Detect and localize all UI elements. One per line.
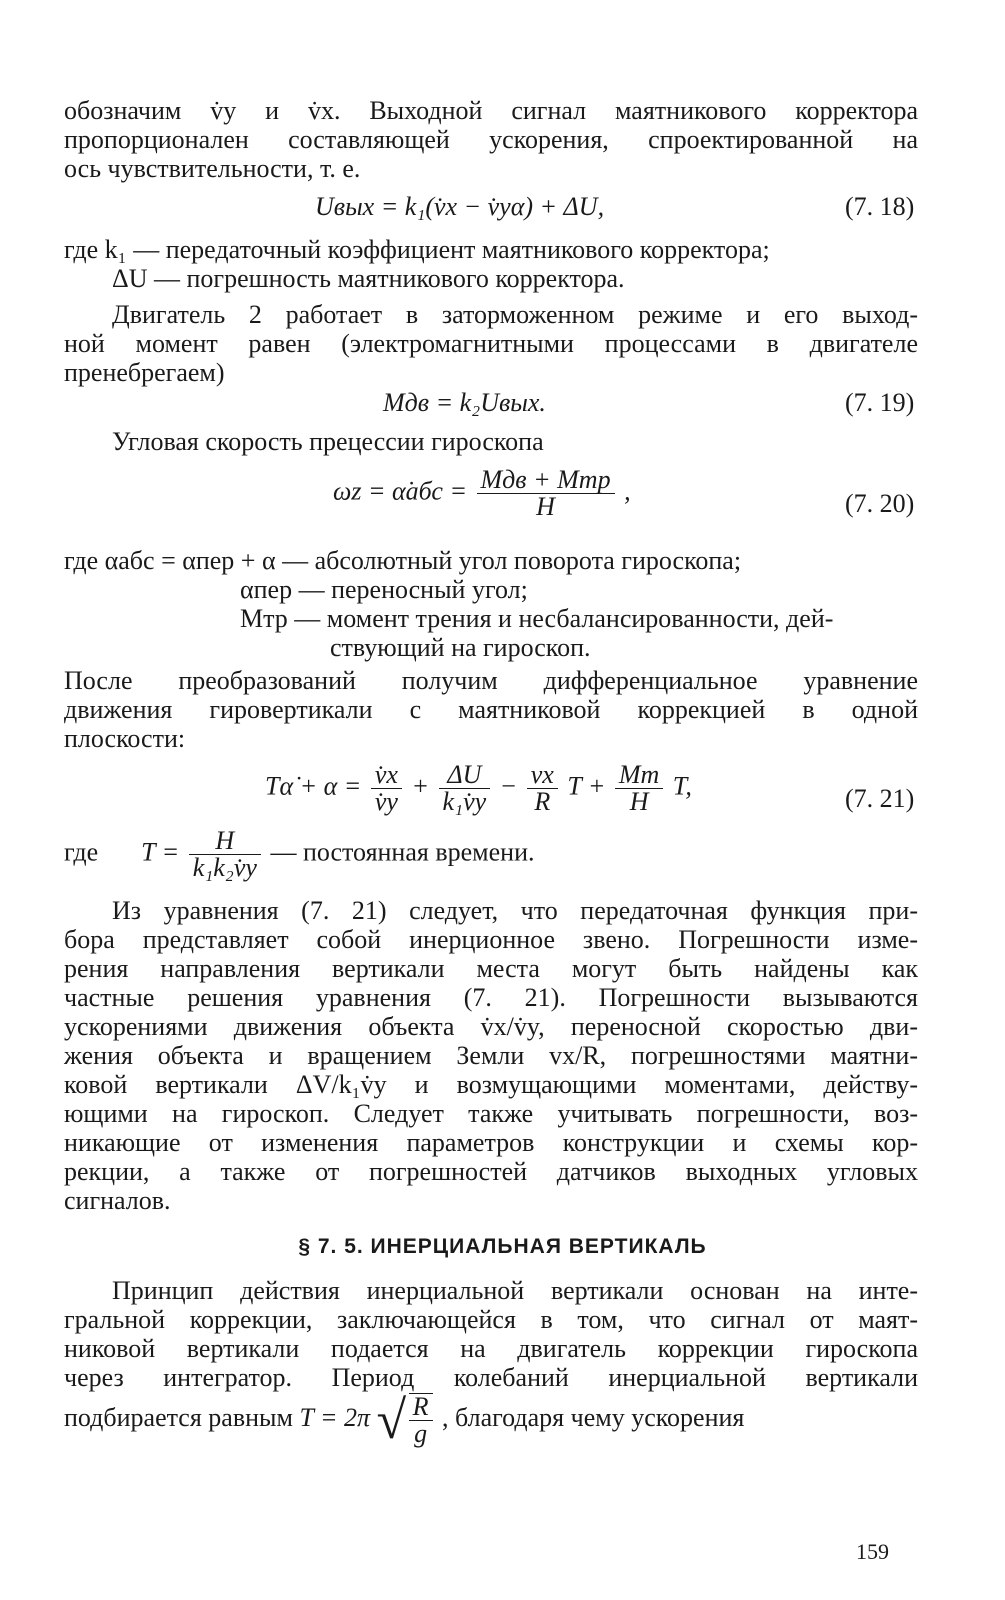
sqrt-sign-icon: √ [376, 1390, 407, 1450]
numerator: Mт [615, 762, 663, 789]
text-line: движения гировертикали с маятниковой коррекцией в одной [64, 695, 918, 724]
text-line: ствующий на гироскоп. [330, 633, 591, 662]
text-line: αпер — переносный угол; [240, 575, 528, 604]
eq-lhs: Tα̇ + α = [265, 771, 362, 801]
text-line: жения объекта и вращением Земли vx/R, погрешностями маятни- [64, 1041, 918, 1070]
text-line: Mтр — момент трения и несбалансированности, дей- [240, 604, 834, 633]
denominator: H [629, 787, 649, 816]
definition-text: — постоянная времени. [270, 837, 535, 867]
text-line: Принцип действия инерциальной вертикали основан на инте- [112, 1276, 918, 1305]
variable: T = [141, 837, 180, 867]
equation-7-20: ωz = α̇абс = $\frac{\text{Mдв + Mтр}}{H}$ , [333, 465, 631, 521]
text-line: Угловая скорость прецессии гироскопа [112, 427, 544, 456]
text-line: плоскости: [64, 724, 186, 753]
equation-number: (7. 19) [845, 388, 915, 417]
numerator: Mдв + Mтр [477, 467, 615, 494]
text-line: ΔU — погрешность маятникового корректора. [112, 264, 625, 293]
denominator: g [414, 1419, 428, 1448]
numerator: ΔU [439, 762, 491, 789]
variable: T = 2π [299, 1402, 371, 1432]
fraction [439, 762, 491, 815]
text-line: никающие от изменения параметров конструкции и схемы кор- [64, 1128, 918, 1157]
fraction [477, 467, 615, 520]
where-word: где [64, 837, 99, 867]
numerator: v̇x [371, 762, 402, 789]
text-line: через интегратор. Период колебаний инерциальной вертикали [64, 1363, 918, 1392]
text-line: рекции, а также от погрешностей датчиков выходных угловых [64, 1157, 918, 1186]
equation-number: (7. 20) [845, 489, 915, 518]
text-line: пренебрегаем) [64, 358, 225, 387]
operator: + [411, 771, 429, 801]
equation-7-19: Mдв = k₂Uвых. [383, 388, 546, 417]
numerator: H [189, 828, 261, 855]
operator: + [587, 771, 606, 801]
equation-7-18: Uвых = k₁(v̇x − v̇yα) + ΔU, [315, 192, 605, 221]
t-definition [64, 828, 535, 881]
equation-number: (7. 18) [845, 192, 915, 221]
fraction [189, 828, 261, 881]
denominator: k₁v̇y [442, 787, 487, 816]
section-heading: § 7. 5. ИНЕРЦИАЛЬНАЯ ВЕРТИКАЛЬ [298, 1235, 707, 1258]
text-line: обозначим v̇y и v̇x. Выходной сигнал маятникового корректора [64, 96, 918, 125]
equation-7-21 [265, 762, 692, 815]
text-line: рения направления вертикали места могут быть найдены как [64, 954, 918, 983]
denominator: R [534, 787, 551, 816]
equation-number: (7. 21) [845, 784, 915, 813]
denominator: H [536, 492, 555, 521]
text-line: ускорениями движения объекта v̇x/v̇y, переносной скоростью дви- [64, 1012, 918, 1041]
text-line: гральной коррекции, заключающейся в том, что сигнал от маят- [64, 1305, 918, 1334]
text-line: ющими на гироскоп. Следует также учитывать погрешности, воз- [64, 1099, 918, 1128]
variable: T, [672, 771, 692, 801]
text-line: где αабс = αпер + α — абсолютный угол поворота гироскопа; [64, 546, 742, 575]
fraction [409, 1393, 433, 1447]
text-line: Двигатель 2 работает в заторможенном режиме и его выход- [112, 300, 918, 329]
fraction [615, 762, 663, 815]
text-line: ось чувствительности, т. е. [64, 154, 361, 183]
text-line: пропорционален составляющей ускорения, спроектированной на [64, 125, 918, 154]
text-line: сигналов. [64, 1186, 171, 1215]
eq-lhs: ωz = α̇абс = [333, 476, 467, 506]
text-line: частные решения уравнения (7. 21). Погрешности вызываются [64, 983, 918, 1012]
fraction [527, 762, 558, 815]
text: , благодаря чему ускорения [442, 1402, 745, 1432]
text: подбирается равным [64, 1402, 293, 1432]
page-number: 159 [856, 1539, 889, 1564]
numerator: vx [527, 762, 558, 789]
text-line: ковой вертикали ΔV/k₁v̇y и возмущающими моментами, действу- [64, 1070, 918, 1099]
text-line: Из уравнения (7. 21) следует, что передаточная функция при- [112, 896, 918, 925]
text-line: ной момент равен (электромагнитными процессами в двигателе [64, 329, 918, 358]
variable: T [567, 771, 582, 801]
operator: − [499, 771, 518, 801]
text-line-formula [64, 1390, 745, 1450]
text-line: бора представляет собой инерционное звено. Погрешности изме- [64, 925, 918, 954]
text-line: После преобразований получим дифференциальное уравнение [64, 666, 918, 695]
denominator: k₁k₂v̇y [192, 853, 257, 882]
text-line: где k₁ — передаточный коэффициент маятникового корректора; [64, 235, 770, 264]
numerator: R [409, 1394, 433, 1421]
fraction [371, 762, 402, 815]
text-line: никовой вертикали подается на двигатель коррекции гироскопа [64, 1334, 918, 1363]
denominator: v̇y [374, 787, 398, 816]
